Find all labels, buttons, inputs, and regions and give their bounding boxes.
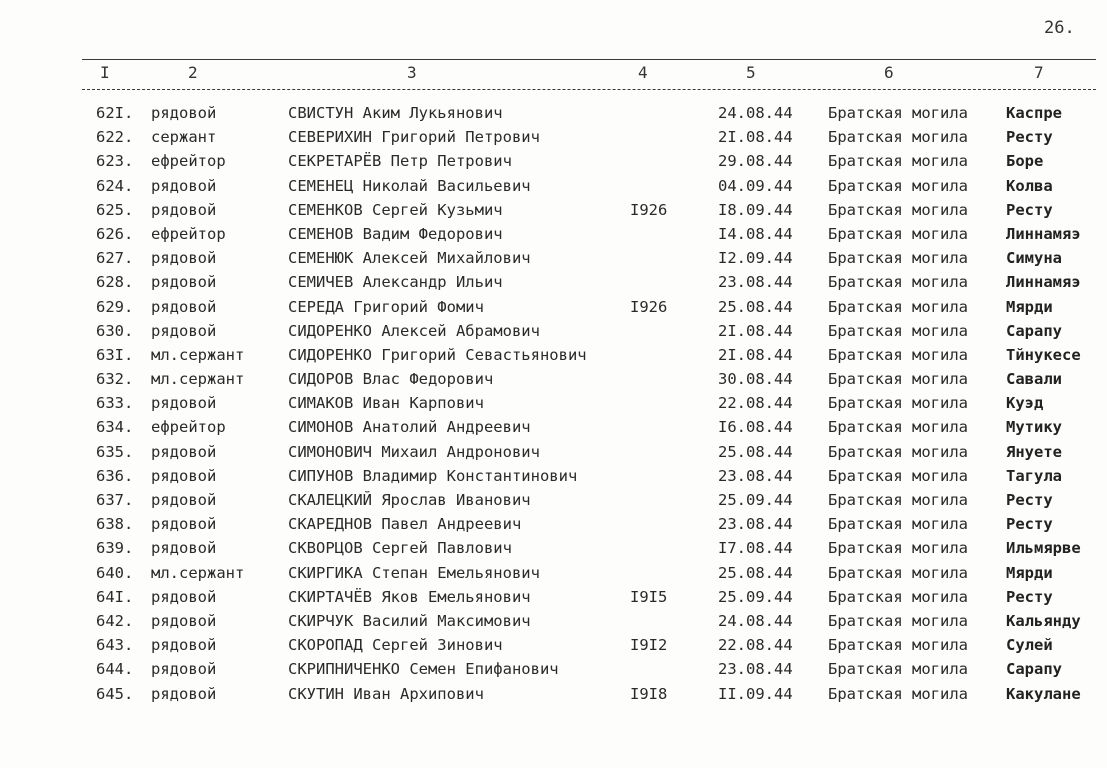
burial-place: Мярди: [1006, 297, 1053, 316]
death-date: 24.08.44: [718, 104, 793, 122]
rank: рядовой: [151, 200, 217, 219]
burial-type: Братская могила: [828, 491, 968, 509]
row-number: 632.: [96, 370, 134, 389]
burial-type: Братская могила: [828, 370, 968, 389]
rank: ефрейтор: [151, 224, 226, 243]
burial-type: Братская могила: [828, 587, 968, 606]
row-number: 642.: [96, 611, 134, 630]
rank: рядовой: [151, 249, 217, 268]
burial-place: Куэд: [1006, 394, 1044, 413]
burial-place: Ресту: [1006, 515, 1053, 534]
rank: рядовой: [151, 515, 217, 534]
full-name: СЕРЕДА Григорий Фомич: [288, 297, 484, 316]
rank: рядовой: [151, 587, 217, 606]
burial-place: Ильмярве: [1006, 539, 1081, 558]
full-name: СИМАКОВ Иван Карпович: [288, 394, 484, 413]
rank: рядовой: [151, 176, 217, 195]
table-row: [0, 561, 1107, 585]
row-number: 623.: [96, 152, 134, 171]
table-row: [0, 295, 1107, 319]
row-number: 640.: [96, 563, 134, 582]
full-name: СЕМЕНКОВ Сергей Кузьмич: [288, 200, 503, 219]
table-row: [0, 633, 1107, 657]
row-number: 629.: [96, 297, 134, 316]
row-number: 644.: [96, 660, 134, 679]
burial-place: Линнамяэ: [1006, 273, 1081, 292]
full-name: СИМОНОВ Анатолий Андреевич: [288, 418, 531, 437]
rank: рядовой: [151, 539, 217, 558]
full-name: СКИРГИКА Степан Емельянович: [288, 563, 540, 582]
rank: рядовой: [151, 321, 217, 340]
table-row: [0, 682, 1107, 706]
death-date: 25.09.44: [718, 587, 793, 606]
table-row: [0, 609, 1107, 633]
birth-year: I926: [630, 200, 668, 219]
column-header-6: 6: [884, 63, 894, 82]
death-date: 2I.08.44: [718, 345, 793, 364]
full-name: СИДОРЕНКО Алексей Абрамович: [288, 321, 540, 340]
row-number: 622.: [96, 128, 134, 147]
table-row: [0, 149, 1107, 173]
table-row: [0, 440, 1107, 464]
death-date: II.09.44: [718, 684, 793, 703]
death-date: 23.08.44: [718, 515, 793, 534]
rank: рядовой: [151, 636, 217, 655]
full-name: СЕВЕРИХИН Григорий Петрович: [288, 128, 540, 147]
burial-type: Братская могила: [828, 273, 968, 292]
table-row: [0, 125, 1107, 149]
death-date: I2.09.44: [718, 249, 793, 268]
burial-type: Братская могила: [828, 128, 968, 147]
death-date: 22.08.44: [718, 394, 793, 413]
full-name: СКИРЧУК Василий Максимович: [288, 611, 531, 630]
table-row: [0, 198, 1107, 222]
row-number: 639.: [96, 539, 134, 558]
full-name: СЕМИЧЕВ Александр Ильич: [288, 273, 503, 292]
table-row: [0, 270, 1107, 294]
burial-type: Братская могила: [828, 200, 968, 219]
row-number: 628.: [96, 273, 134, 292]
burial-type: Братская могила: [828, 442, 968, 461]
full-name: СКАЛЕЦКИЙ Ярослав Иванович: [288, 491, 531, 509]
rank: ефрейтор: [151, 418, 226, 437]
death-date: I6.08.44: [718, 418, 793, 437]
row-number: 635.: [96, 442, 134, 461]
burial-place: Ресту: [1006, 491, 1053, 509]
full-name: СКУТИН Иван Архипович: [288, 684, 484, 703]
death-date: 25.08.44: [718, 563, 793, 582]
row-number: 624.: [96, 176, 134, 195]
birth-year: I9I5: [630, 587, 668, 606]
burial-type: Братская могила: [828, 224, 968, 243]
burial-type: Братская могила: [828, 394, 968, 413]
burial-type: Братская могила: [828, 636, 968, 655]
rank: сержант: [151, 128, 217, 147]
burial-type: Братская могила: [828, 418, 968, 437]
row-number: 62I.: [96, 104, 134, 122]
table-row: [0, 488, 1107, 512]
table-row: [0, 415, 1107, 439]
burial-place: Савали: [1006, 370, 1062, 389]
row-number: 636.: [96, 466, 134, 485]
burial-place: Мярди: [1006, 563, 1053, 582]
death-date: 25.09.44: [718, 491, 793, 509]
death-date: 23.08.44: [718, 273, 793, 292]
burial-place: Кальянду: [1006, 611, 1081, 630]
burial-type: Братская могила: [828, 539, 968, 558]
burial-type: Братская могила: [828, 249, 968, 268]
burial-place: Януете: [1006, 442, 1062, 461]
burial-place: Сулей: [1006, 636, 1053, 655]
table-row: [0, 464, 1107, 488]
burial-type: Братская могила: [828, 297, 968, 316]
burial-type: Братская могила: [828, 563, 968, 582]
burial-type: Братская могила: [828, 515, 968, 534]
full-name: СВИСТУН Аким Лукьянович: [288, 104, 503, 122]
death-date: 2I.08.44: [718, 128, 793, 147]
rank: рядовой: [151, 394, 217, 413]
row-number: 638.: [96, 515, 134, 534]
table-row: [0, 343, 1107, 367]
burial-place: Мутику: [1006, 418, 1062, 437]
death-date: 2I.08.44: [718, 321, 793, 340]
full-name: СКВОРЦОВ Сергей Павлович: [288, 539, 512, 558]
burial-type: Братская могила: [828, 684, 968, 703]
rank: ефрейтор: [151, 152, 226, 171]
row-number: 63I.: [96, 345, 134, 364]
row-number: 625.: [96, 200, 134, 219]
burial-type: Братская могила: [828, 152, 968, 171]
rank: рядовой: [151, 660, 217, 679]
full-name: СКРИПНИЧЕНКО Семен Епифанович: [288, 660, 559, 679]
death-date: I7.08.44: [718, 539, 793, 558]
column-header-1: I: [100, 63, 110, 82]
table-row: [0, 657, 1107, 681]
burial-place: Тйнукесе: [1006, 345, 1081, 364]
full-name: СИМОНОВИЧ Михаил Андронович: [288, 442, 540, 461]
table-row: [0, 367, 1107, 391]
birth-year: I926: [630, 297, 668, 316]
row-number: 637.: [96, 491, 134, 509]
death-date: 29.08.44: [718, 152, 793, 171]
table-row: [0, 512, 1107, 536]
burial-place: Сарапу: [1006, 321, 1062, 340]
birth-year: I9I2: [630, 636, 668, 655]
page-number: 26.: [1044, 18, 1075, 38]
death-date: 22.08.44: [718, 636, 793, 655]
rank: рядовой: [151, 442, 217, 461]
burial-place: Симуна: [1006, 249, 1062, 268]
death-date: I8.09.44: [718, 200, 793, 219]
rank: мл.сержант: [151, 370, 245, 389]
burial-place: Каспре: [1006, 104, 1062, 122]
death-date: 30.08.44: [718, 370, 793, 389]
table-row: [0, 585, 1107, 609]
full-name: СКАРЕДНОВ Павел Андреевич: [288, 515, 522, 534]
column-header-2: 2: [188, 63, 198, 82]
rank: рядовой: [151, 104, 217, 122]
rank: мл.сержант: [151, 345, 245, 364]
records-list: [0, 101, 1107, 706]
table-row: [0, 536, 1107, 560]
death-date: 04.09.44: [718, 176, 793, 195]
full-name: СКИРТАЧЁВ Яков Емельянович: [288, 587, 531, 606]
death-date: I4.08.44: [718, 224, 793, 243]
row-number: 643.: [96, 636, 134, 655]
burial-type: Братская могила: [828, 660, 968, 679]
full-name: СКОРОПАД Сергей Зинович: [288, 636, 503, 655]
row-number: 633.: [96, 394, 134, 413]
burial-place: Боре: [1006, 152, 1044, 171]
full-name: СИПУНОВ Владимир Константинович: [288, 466, 578, 485]
burial-place: Тагула: [1006, 466, 1062, 485]
row-number: 630.: [96, 321, 134, 340]
burial-type: Братская могила: [828, 611, 968, 630]
burial-place: Какулане: [1006, 684, 1081, 703]
row-number: 627.: [96, 249, 134, 268]
full-name: СЕМЕНЮК Алексей Михайлович: [288, 249, 531, 268]
rank: рядовой: [151, 273, 217, 292]
burial-place: Ресту: [1006, 200, 1053, 219]
table-row: [0, 246, 1107, 270]
column-header-7: 7: [1034, 63, 1044, 82]
column-header-4: 4: [638, 63, 648, 82]
death-date: 25.08.44: [718, 442, 793, 461]
burial-type: Братская могила: [828, 466, 968, 485]
row-number: 64I.: [96, 587, 134, 606]
death-date: 23.08.44: [718, 660, 793, 679]
full-name: СИДОРЕНКО Григорий Севастьянович: [288, 345, 587, 364]
row-number: 634.: [96, 418, 134, 437]
burial-type: Братская могила: [828, 176, 968, 195]
burial-place: Ресту: [1006, 128, 1053, 147]
burial-type: Братская могила: [828, 321, 968, 340]
death-date: 23.08.44: [718, 466, 793, 485]
full-name: СЕМЕНЕЦ Николай Васильевич: [288, 176, 531, 195]
row-number: 645.: [96, 684, 134, 703]
rank: рядовой: [151, 297, 217, 316]
rank: рядовой: [151, 611, 217, 630]
burial-place: Линнамяэ: [1006, 224, 1081, 243]
table-row: [0, 222, 1107, 246]
rank: рядовой: [151, 684, 217, 703]
rank: мл.сержант: [151, 563, 245, 582]
column-header-5: 5: [746, 63, 756, 82]
burial-type: Братская могила: [828, 345, 968, 364]
table-row: [0, 391, 1107, 415]
birth-year: I9I8: [630, 684, 668, 703]
full-name: СЕМЕНОВ Вадим Федорович: [288, 224, 503, 243]
full-name: СИДОРОВ Влас Федорович: [288, 370, 494, 389]
column-header-3: 3: [407, 63, 417, 82]
header-rule-top: [82, 59, 1096, 60]
full-name: СЕКРЕТАРЁВ Петр Петрович: [288, 152, 512, 171]
rank: рядовой: [151, 466, 217, 485]
header-rule-bottom: [82, 89, 1096, 90]
table-row: [0, 319, 1107, 343]
death-date: 24.08.44: [718, 611, 793, 630]
burial-type: Братская могила: [828, 104, 968, 122]
row-number: 626.: [96, 224, 134, 243]
death-date: 25.08.44: [718, 297, 793, 316]
rank: рядовой: [151, 491, 217, 509]
table-row: [0, 101, 1107, 125]
burial-place: Колва: [1006, 176, 1053, 195]
table-row: [0, 174, 1107, 198]
burial-place: Сарапу: [1006, 660, 1062, 679]
burial-place: Ресту: [1006, 587, 1053, 606]
